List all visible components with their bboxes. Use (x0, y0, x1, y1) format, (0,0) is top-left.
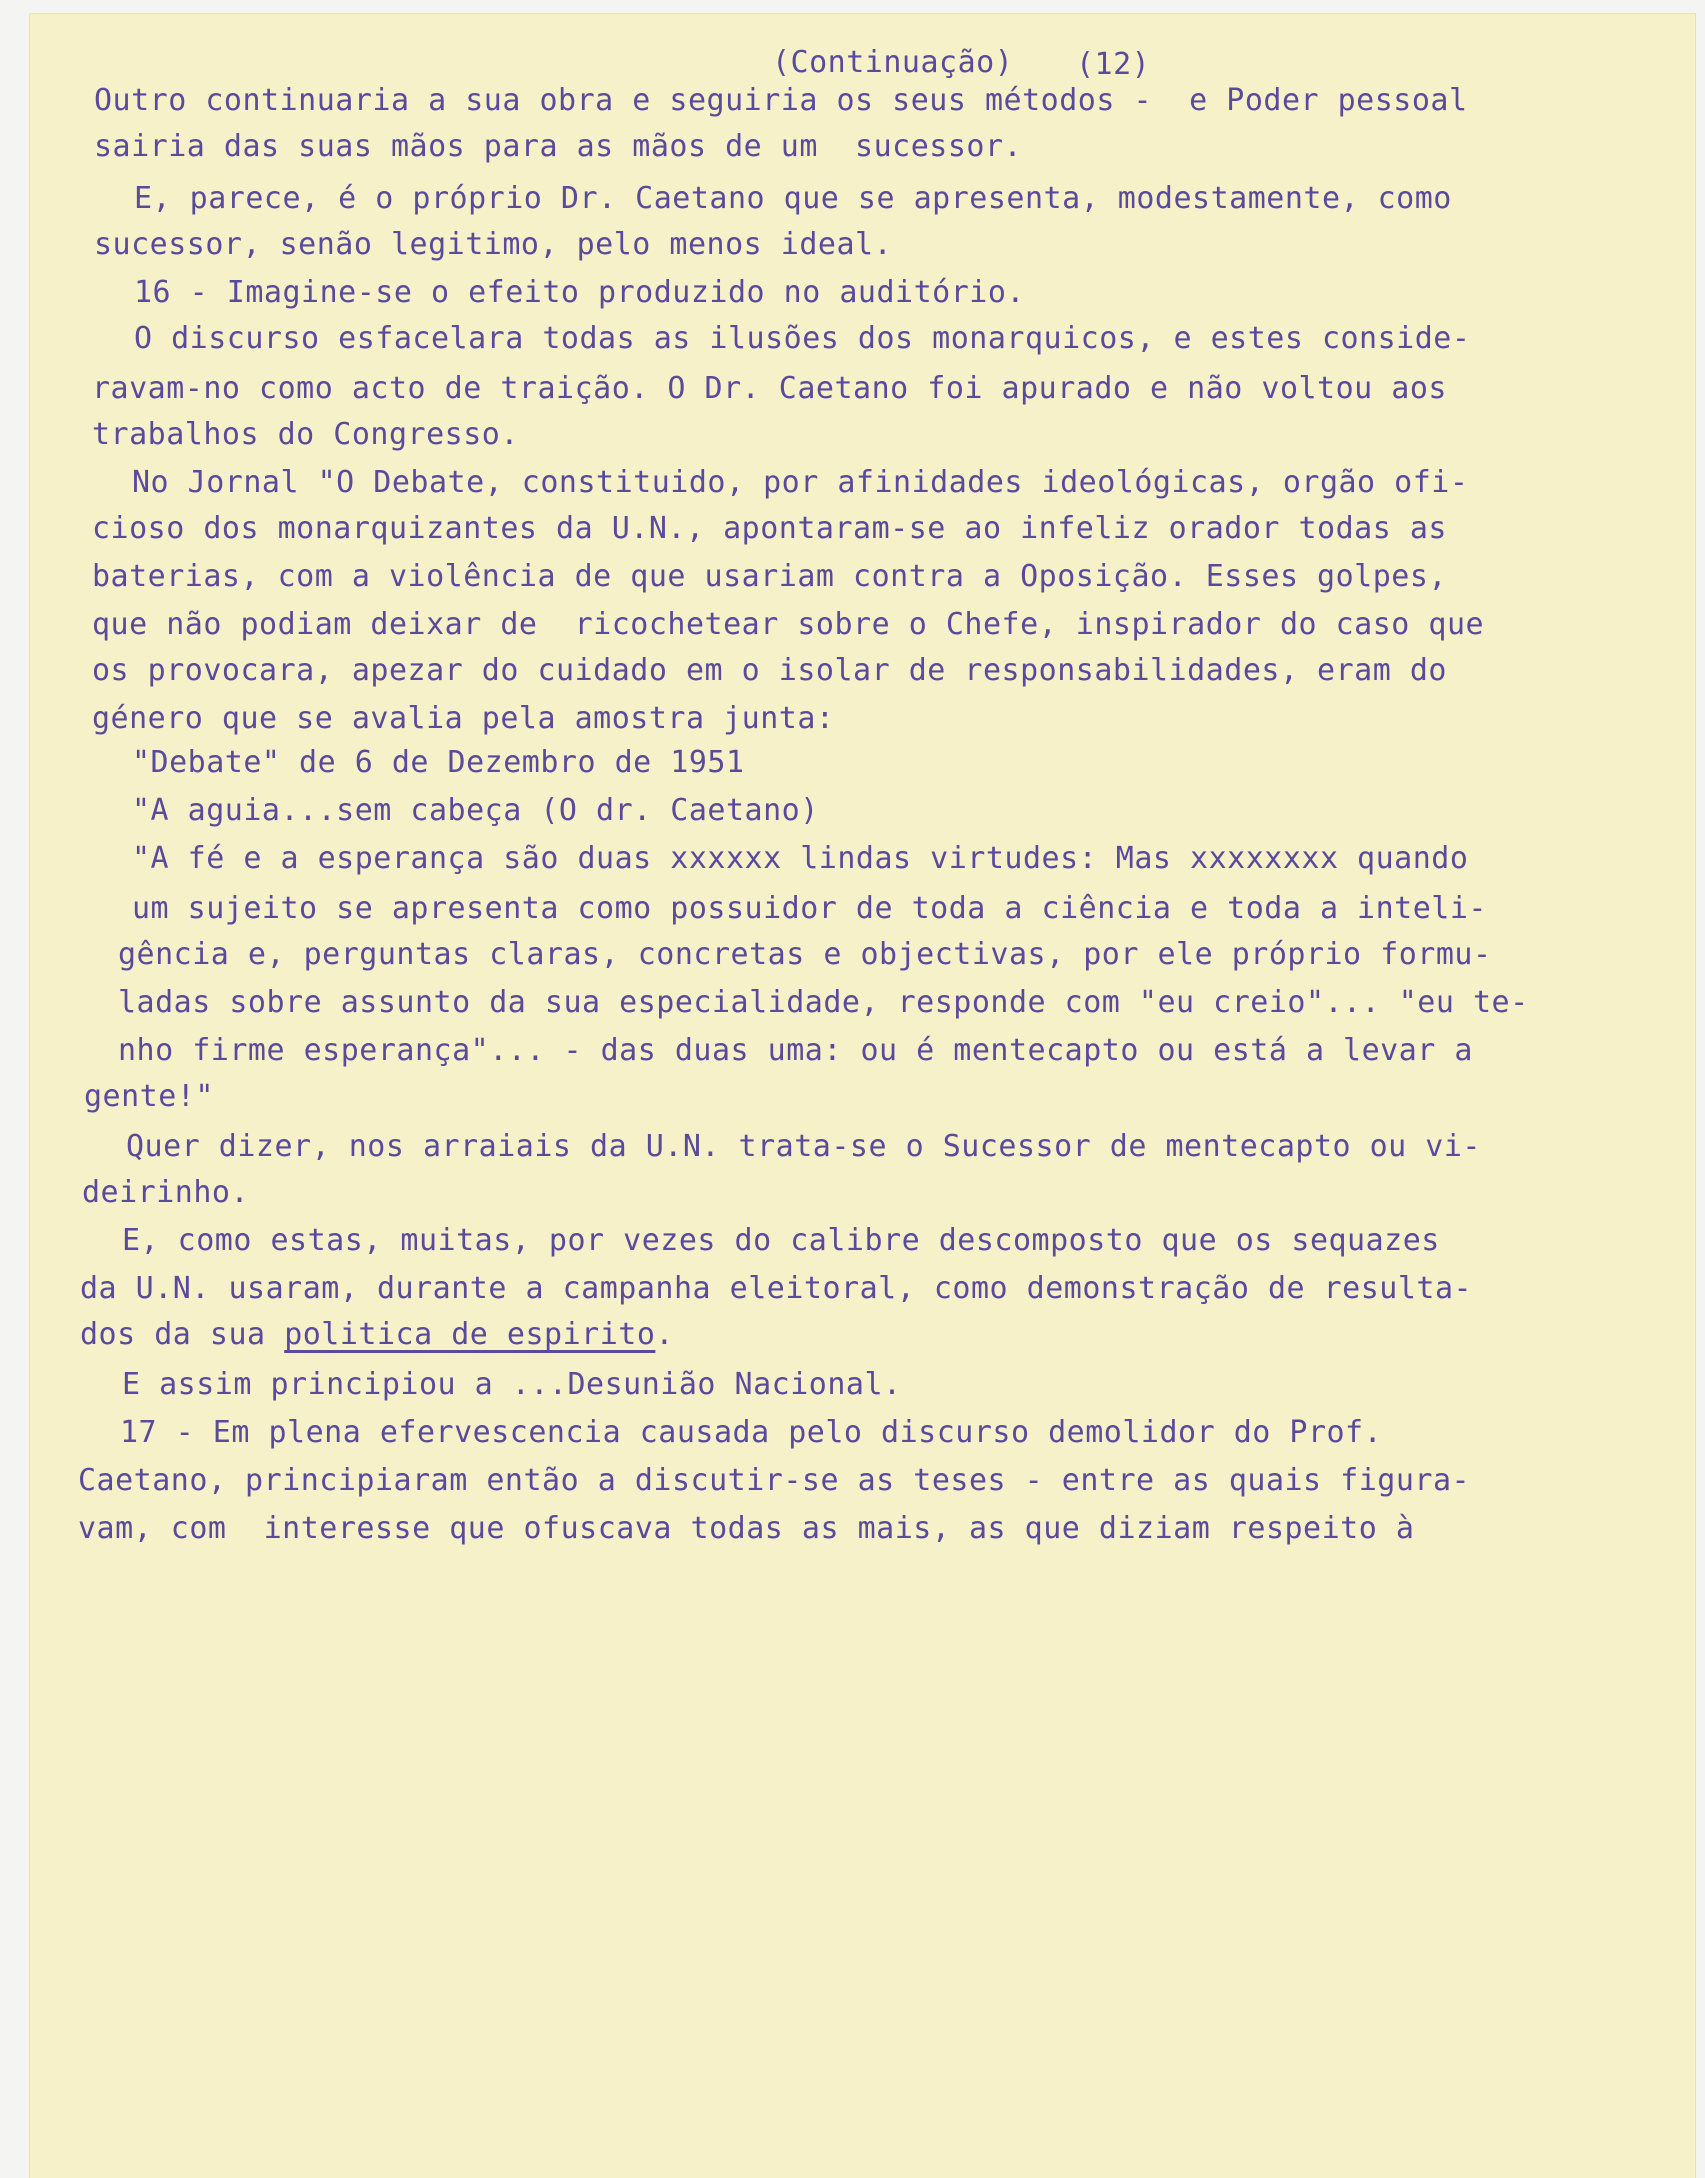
text-line: E assim principiou a ...Desunião Nacional. (122, 1367, 902, 1402)
text-line: Quer dizer, nos arraiais da U.N. trata-se o Sucessor de mentecapto ou vi- (126, 1129, 1481, 1164)
text-line: deirinho. (82, 1175, 250, 1210)
text-line: gente!" (84, 1079, 214, 1114)
text-line: 16 - Imagine-se o efeito produzido no auditório. (134, 275, 1025, 310)
text-line: um sujeito se apresenta como possuidor de toda a ciência e toda a inteli- (132, 891, 1487, 926)
text-line: 17 - Em plena efervescencia causada pelo discurso demolidor do Prof. (120, 1415, 1383, 1450)
text-line (80, 1317, 674, 1352)
text-line: da U.N. usaram, durante a campanha eleitoral, como demonstração de resulta- (80, 1271, 1473, 1306)
document-page (30, 14, 1695, 2178)
text-line: trabalhos do Congresso. (92, 417, 519, 452)
text-line: sucessor, senão legitimo, pelo menos ideal. (94, 227, 893, 262)
text-line: "Debate" de 6 de Dezembro de 1951 (132, 745, 745, 780)
underlined-phrase: politica de espirito (284, 1317, 656, 1352)
page-number: (12) (1076, 47, 1151, 82)
text-run: dos da sua (80, 1317, 285, 1352)
text-line: nho firme esperança"... - das duas uma: ou é mentecapto ou está a levar a (118, 1033, 1473, 1068)
text-line: Caetano, principiaram então a discutir-se as teses - entre as quais figura- (78, 1463, 1471, 1498)
text-line: "A aguia...sem cabeça (O dr. Caetano) (132, 793, 819, 828)
text-line: gência e, perguntas claras, concretas e objectivas, por ele próprio formu- (118, 937, 1492, 972)
text-line: género que se avalia pela amostra junta: (92, 701, 835, 736)
text-line: vam, com interesse que ofuscava todas as mais, as que diziam respeito à (78, 1511, 1415, 1546)
page-heading: (Continuação) (772, 45, 1014, 80)
text-line: No Jornal "O Debate, constituido, por afinidades ideológicas, orgão ofi- (132, 465, 1469, 500)
text-line: Outro continuaria a sua obra e seguiria os seus métodos - e Poder pessoal (94, 83, 1468, 118)
text-line: E, como estas, muitas, por vezes do calibre descomposto que os sequazes (122, 1223, 1440, 1258)
text-line: que não podiam deixar de ricochetear sobre o Chefe, inspirador do caso que (92, 607, 1485, 642)
text-line: baterias, com a violência de que usariam contra a Oposição. Esses golpes, (92, 559, 1447, 594)
text-line: O discurso esfacelara todas as ilusões dos monarquicos, e estes conside- (134, 321, 1471, 356)
text-run: . (655, 1317, 674, 1352)
text-line: ladas sobre assunto da sua especialidade, responde com "eu creio"... "eu te- (118, 985, 1529, 1020)
text-line: "A fé e a esperança são duas xxxxxx lindas virtudes: Mas xxxxxxxx quando (132, 841, 1469, 876)
text-line: ravam-no como acto de traição. O Dr. Caetano foi apurado e não voltou aos (92, 371, 1447, 406)
text-line: os provocara, apezar do cuidado em o isolar de responsabilidades, eram do (92, 653, 1447, 688)
text-line: sairia das suas mãos para as mãos de um sucessor. (94, 129, 1023, 164)
text-line: cioso dos monarquizantes da U.N., apontaram-se ao infeliz orador todas as (92, 511, 1447, 546)
text-line: E, parece, é o próprio Dr. Caetano que se apresenta, modestamente, como (134, 181, 1452, 216)
